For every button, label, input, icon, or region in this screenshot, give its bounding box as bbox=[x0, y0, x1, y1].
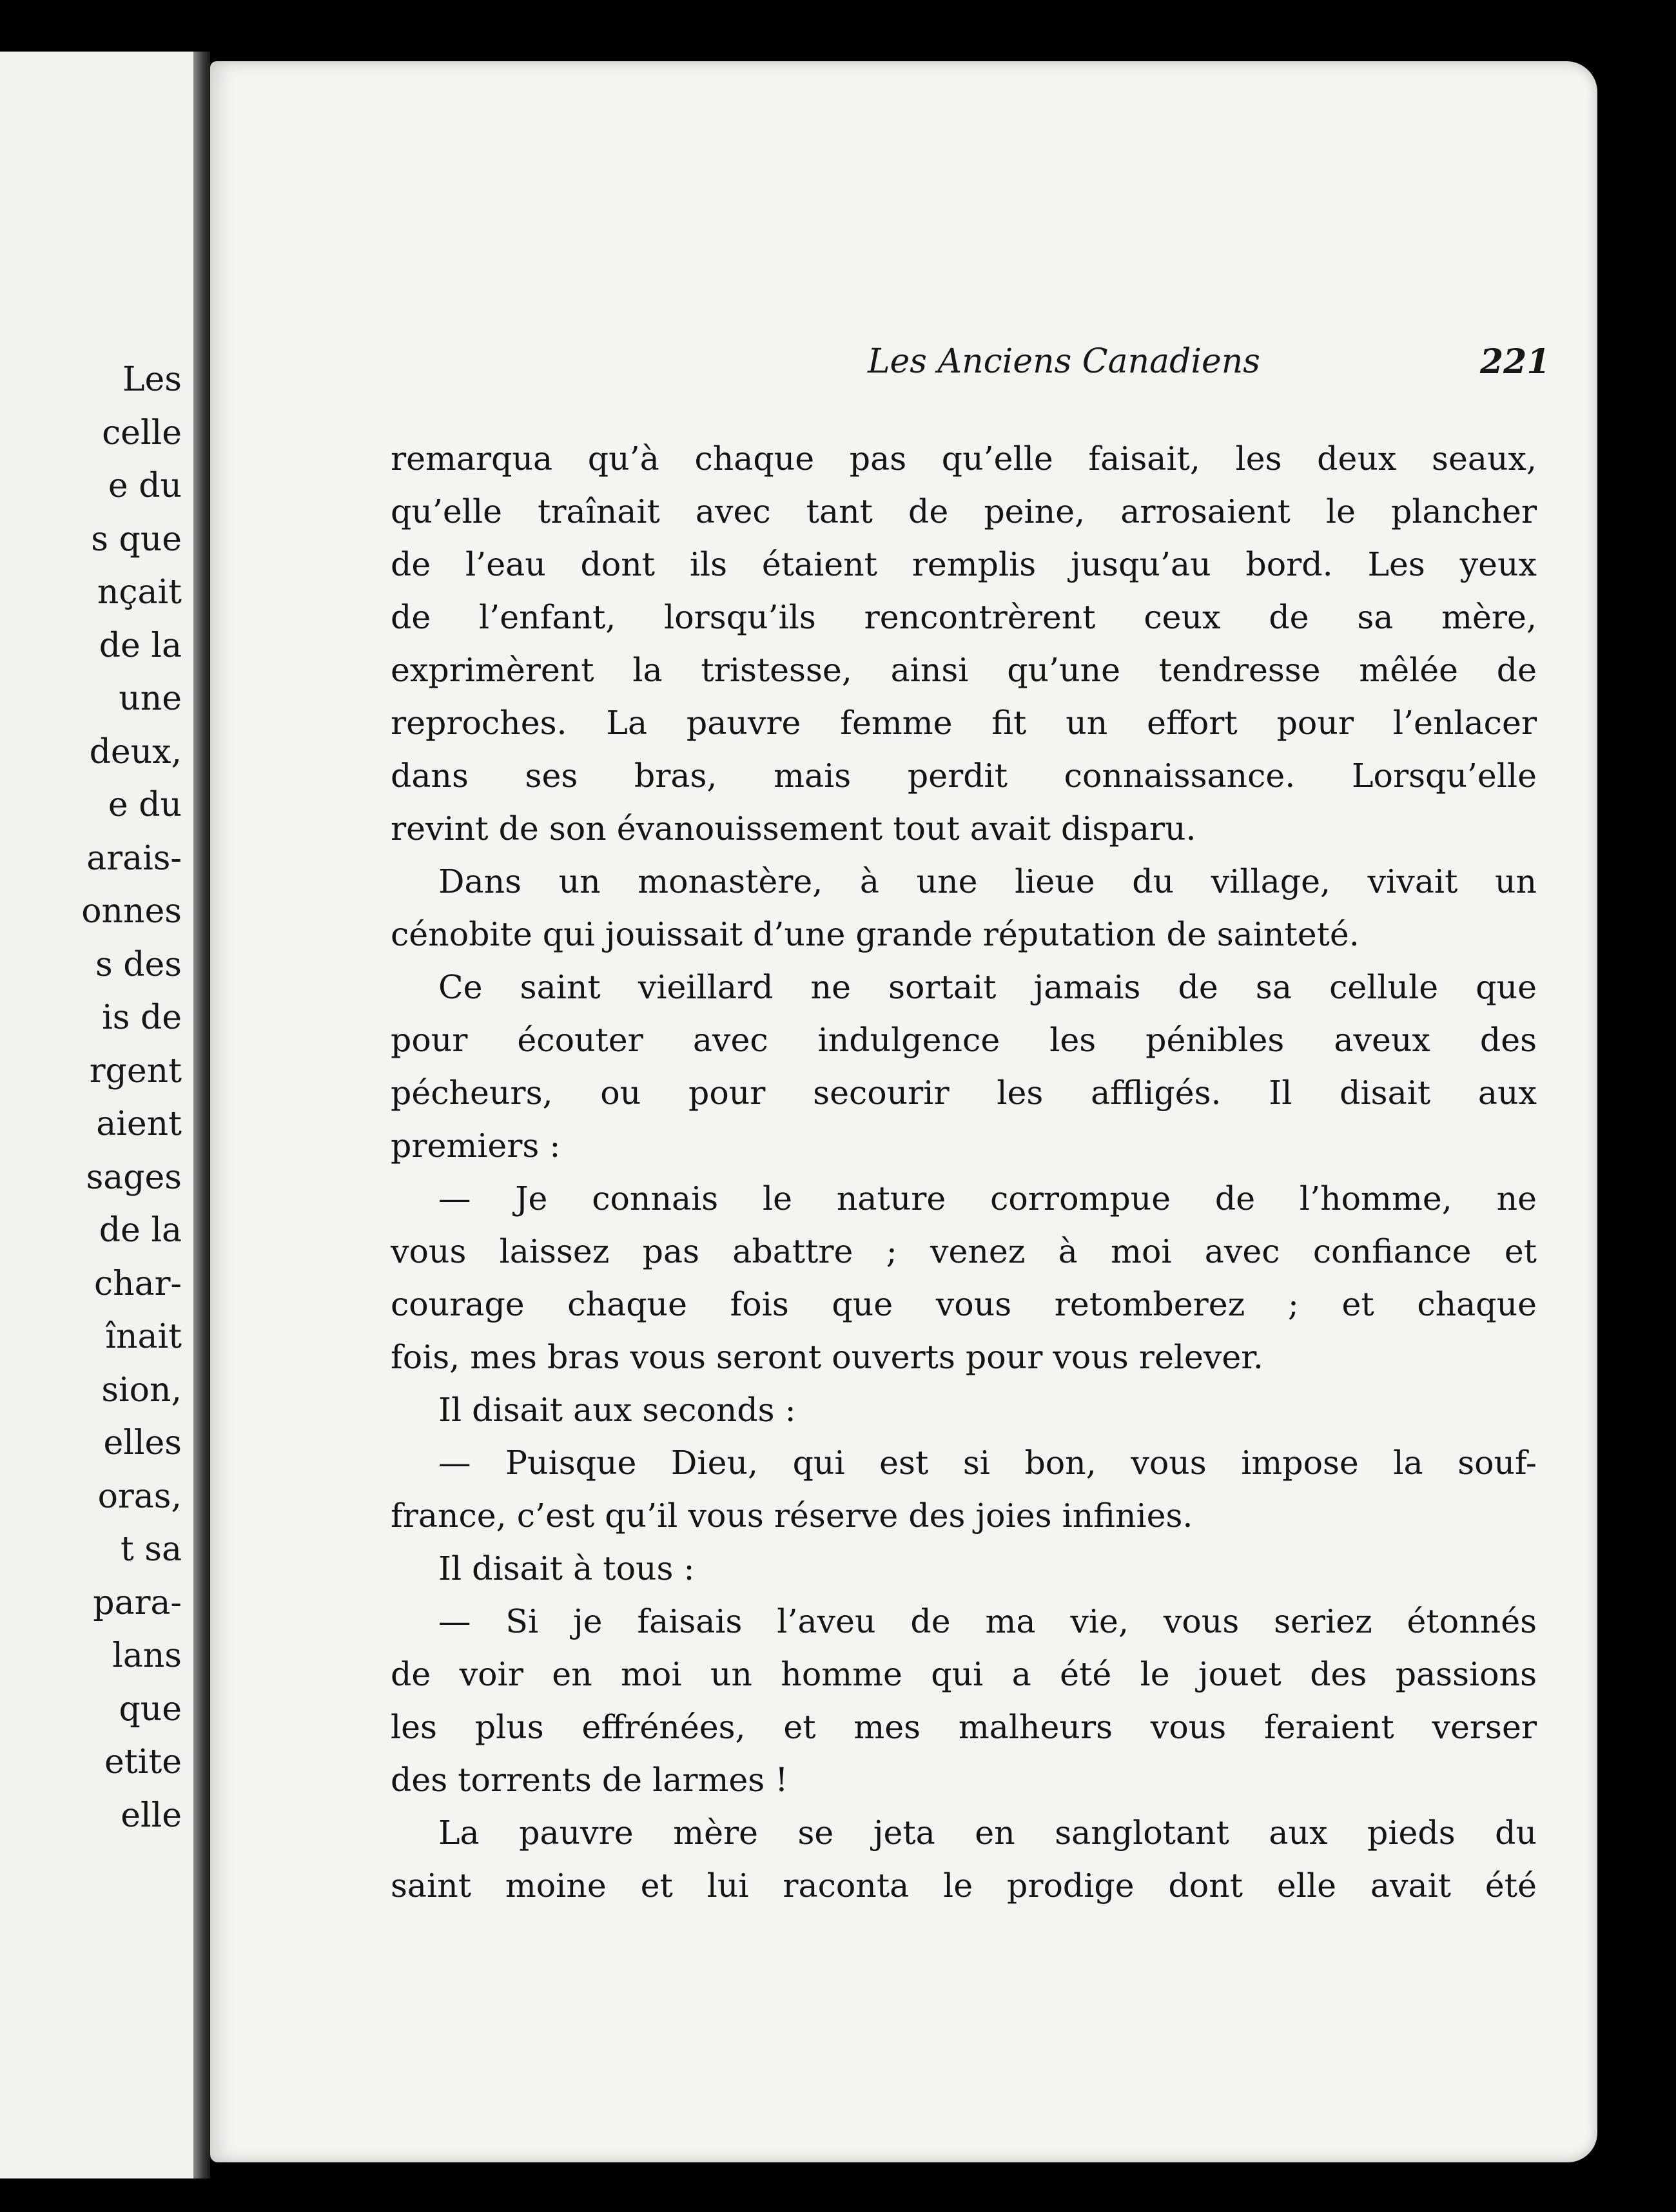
left-line-fragment: Les bbox=[122, 360, 182, 399]
left-line-fragment: sages bbox=[86, 1158, 182, 1197]
left-line-fragment: oras, bbox=[97, 1477, 182, 1516]
text-line: des torrents de larmes ! bbox=[391, 1761, 788, 1799]
text-line: courage chaque fois que vous retomberez ; et chaque bbox=[391, 1285, 1537, 1323]
left-line-fragment: elle bbox=[121, 1796, 182, 1835]
page-number: 221 bbox=[1480, 342, 1550, 382]
text-line: Dans un monastère, à une lieue du village, vivait un bbox=[438, 862, 1537, 900]
text-line: fois, mes bras vous seront ouverts pour vous relever. bbox=[391, 1338, 1263, 1376]
text-line: france, c’est qu’il vous réserve des joies infinies. bbox=[391, 1497, 1193, 1535]
text-line: pécheurs, ou pour secourir les affligés. Il disait aux bbox=[391, 1074, 1537, 1112]
left-line-fragment: e du bbox=[108, 467, 182, 505]
text-line: cénobite qui jouissait d’une grande réputation de sainteté. bbox=[391, 915, 1359, 953]
text-line: vous laissez pas abattre ; venez à moi avec confiance et bbox=[391, 1232, 1537, 1270]
left-line-fragment: de la bbox=[99, 626, 182, 665]
text-line: Il disait à tous : bbox=[438, 1549, 695, 1587]
book-gutter bbox=[193, 52, 210, 2178]
left-line-fragment: arais- bbox=[86, 839, 182, 878]
text-line: saint moine et lui raconta le prodige dont elle avait été bbox=[391, 1867, 1537, 1905]
running-head: Les Anciens Canadiens bbox=[868, 342, 1260, 381]
text-line: qu’elle traînait avec tant de peine, arrosaient le plancher bbox=[391, 492, 1537, 530]
left-line-fragment: une bbox=[119, 679, 182, 718]
left-line-fragment: rgent bbox=[89, 1051, 182, 1091]
text-line: de l’eau dont ils étaient remplis jusqu’au bord. Les yeux bbox=[391, 545, 1537, 583]
text-line: de l’enfant, lorsqu’ils rencontrèrent ceux de sa mère, bbox=[391, 598, 1537, 636]
left-line-fragment: s des bbox=[95, 945, 182, 984]
left-line-fragment: nçait bbox=[97, 573, 182, 612]
right-page bbox=[210, 61, 1597, 2162]
left-line-fragment: aient bbox=[96, 1105, 182, 1143]
left-line-fragment: înait bbox=[105, 1317, 182, 1356]
left-page bbox=[0, 52, 193, 2178]
left-line-fragment: etite bbox=[104, 1743, 182, 1781]
text-line: pour écouter avec indulgence les pénibles aveux des bbox=[391, 1021, 1537, 1059]
text-line: premiers : bbox=[391, 1127, 561, 1165]
left-line-fragment: onnes bbox=[81, 892, 182, 931]
left-line-fragment: t sa bbox=[120, 1530, 182, 1569]
left-line-fragment: para- bbox=[93, 1583, 182, 1622]
text-line: — Je connais le nature corrompue de l’homme, ne bbox=[438, 1179, 1537, 1218]
text-line: — Si je faisais l’aveu de ma vie, vous seriez étonnés bbox=[438, 1602, 1537, 1640]
text-line: dans ses bras, mais perdit connaissance. Lorsqu’elle bbox=[391, 757, 1537, 795]
text-line: Il disait aux seconds : bbox=[438, 1391, 796, 1429]
text-line: reproches. La pauvre femme fit un effort pour l’enlacer bbox=[391, 704, 1537, 742]
left-line-fragment: sion, bbox=[101, 1370, 182, 1410]
text-line: — Puisque Dieu, qui est si bon, vous impose la souf- bbox=[438, 1444, 1537, 1482]
left-line-fragment: deux, bbox=[89, 732, 182, 771]
left-line-fragment: lans bbox=[112, 1636, 182, 1675]
text-line: remarqua qu’à chaque pas qu’elle faisait, les deux seaux, bbox=[391, 440, 1537, 478]
text-line: Ce saint vieillard ne sortait jamais de sa cellule que bbox=[438, 968, 1537, 1006]
body-text bbox=[391, 432, 1537, 1912]
left-line-fragment: is de bbox=[102, 998, 182, 1037]
left-line-fragment: e du bbox=[108, 786, 182, 824]
left-line-fragment: s que bbox=[91, 519, 182, 559]
text-line: La pauvre mère se jeta en sanglotant aux pieds du bbox=[438, 1814, 1537, 1852]
left-line-fragment: char- bbox=[93, 1264, 182, 1303]
left-line-fragment: que bbox=[119, 1689, 182, 1729]
text-line: revint de son évanouissement tout avait disparu. bbox=[391, 810, 1196, 848]
text-line: exprimèrent la tristesse, ainsi qu’une tendresse mêlée de bbox=[391, 651, 1537, 689]
left-page-text bbox=[81, 353, 182, 1842]
left-line-fragment: elles bbox=[103, 1424, 182, 1462]
left-line-fragment: celle bbox=[102, 413, 182, 452]
text-line: de voir en moi un homme qui a été le jouet des passions bbox=[391, 1655, 1537, 1693]
text-line: les plus effrénées, et mes malheurs vous feraient verser bbox=[391, 1708, 1537, 1746]
left-line-fragment: de la bbox=[99, 1211, 182, 1250]
